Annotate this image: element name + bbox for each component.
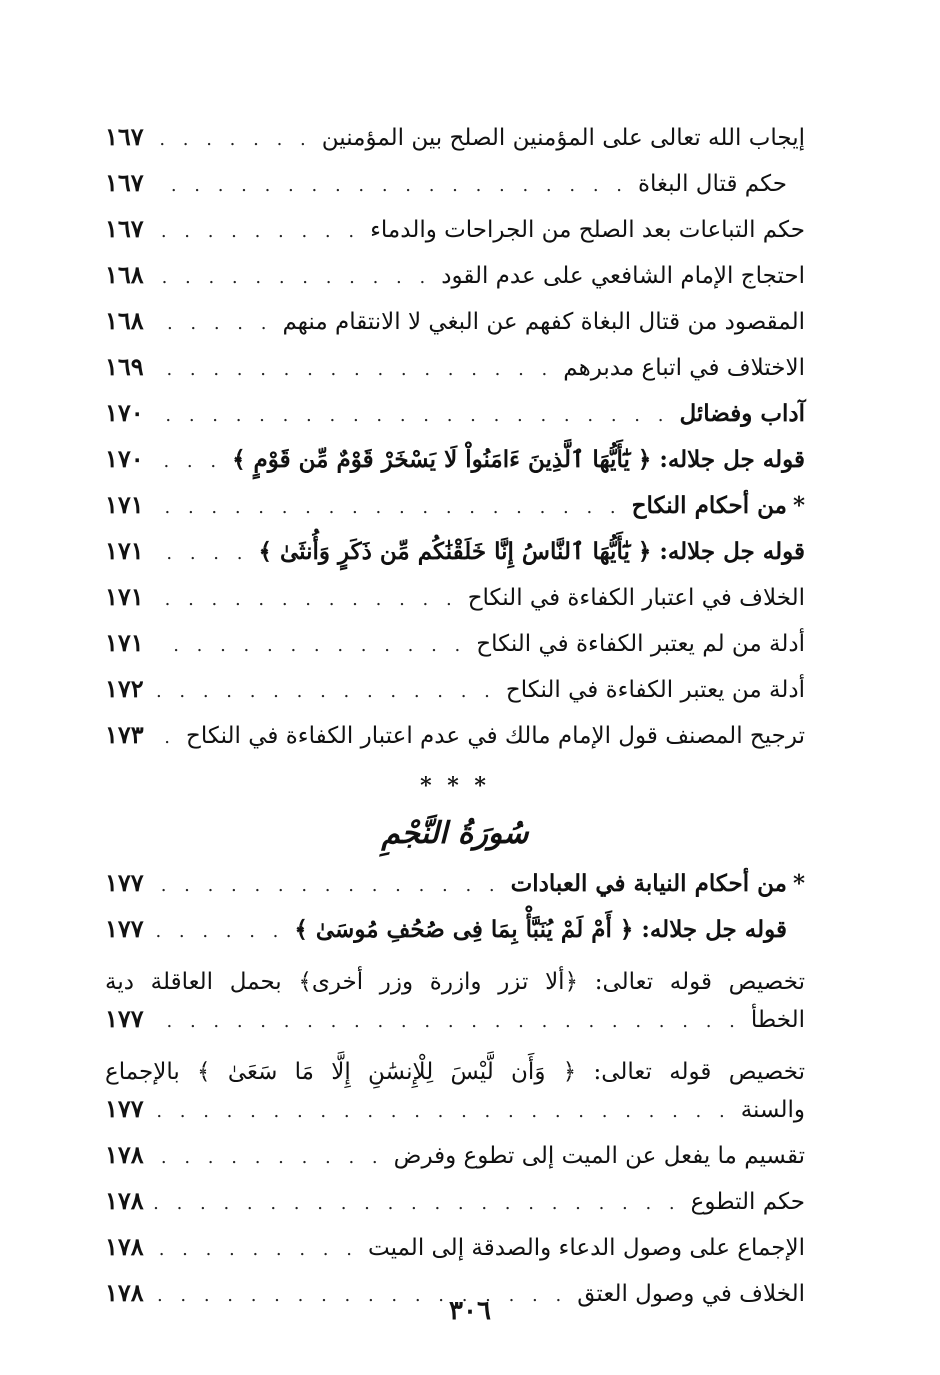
toc-entry-title: الخلاف في وصول العتق [577,1281,805,1307]
toc-entry-title: الإجماع على وصول الدعاء والصدقة إلى الميت [367,1235,805,1261]
toc-entry [105,536,805,582]
toc-entry-title: أدلة من لم يعتبر الكفاءة في النكاح [476,631,805,657]
toc-page-number: ١٧٨ [105,1232,144,1261]
toc-entry-title-line1: تخصيص قوله تعالى: ﴿ وَأَن لَّيْسَ لِلْإِنسَٰنِ إِلَّا مَا سَعَىٰ ﴾ بالإجماع [105,1059,805,1085]
toc-entry [105,398,805,444]
leader-dots [154,129,312,150]
surah-heading: سُورَةُ النَّجْمِ [381,816,529,851]
toc-entry [105,122,805,168]
toc-page-number: ١٧٨ [105,1140,144,1169]
toc-entry [105,582,805,628]
toc-entry-wrapped [105,1050,805,1140]
toc-entry-title: حكم قتال البغاة [638,171,787,197]
toc-entry-title: إيجاب الله تعالى على المؤمنين الصلح بين المؤمنين [321,125,805,151]
toc-entry [105,260,805,306]
toc-entry-title: أدلة من يعتبر الكفاءة في النكاح [505,677,805,703]
toc-entry-title: الاختلاف في اتباع مدبرهم [563,355,805,381]
toc-page-number: ١٦٧ [105,122,144,151]
toc-page-number: ١٧٠ [105,444,144,473]
leader-dots [154,543,249,564]
toc-page-number: ١٧٣ [105,720,144,749]
toc-page-number: ١٦٨ [105,260,144,289]
toc-page-number: ١٧٠ [105,398,144,427]
toc-entry-title: احتجاج الإمام الشافعي على عدم القود [441,263,805,289]
toc-page-number: ١٧١ [105,628,144,657]
toc-entry-title: ترجيح المصنف قول الإمام مالك في عدم اعتبار الكفاءة في النكاح [186,723,805,749]
leader-dots [154,1147,384,1168]
toc-page-number: ١٧٧ [105,1094,144,1123]
toc-page-number: ١٦٧ [105,168,144,197]
star-marker: * [792,492,805,519]
toc-entry-title: قوله جل جلاله: ﴿ يَٰٓأَيُّهَا ٱلَّذِينَ ءَامَنُواْ لَا يَسْخَرْ قَوْمٌ مِّن قَوْمٍ ﴾ [232,446,805,473]
toc-entry-title: آداب وفضائل [679,400,805,427]
toc-page-number: ١٦٨ [105,306,144,335]
toc-page-number: ١٧١ [105,536,144,565]
toc-entry [105,1140,805,1186]
toc-page-number: ١٧١ [105,490,144,519]
toc-entry [105,914,805,960]
leader-dots [154,497,622,518]
leader-dots [154,635,467,656]
leader-dots [154,681,496,702]
toc-entry [105,214,805,260]
leader-dots [154,875,501,896]
toc-entry [105,1232,805,1278]
toc-page-number: ١٧٢ [105,674,144,703]
toc-entry [105,1186,805,1232]
leader-dots [154,1193,681,1214]
toc-list-top [105,122,805,766]
toc-page-number: ١٦٧ [105,214,144,243]
star-marker: * [792,870,805,897]
leader-dots [154,405,670,426]
toc-entry [105,352,805,398]
toc-entry [105,444,805,490]
leader-dots [154,727,176,748]
toc-entry-title: من أحكام النيابة في العبادات [510,870,787,897]
toc-entry-title-line2: الخطأ [750,1007,805,1033]
leader-dots [154,1239,358,1260]
toc-page-number: ١٧١ [105,582,144,611]
toc-entry-title: حكم التباعات بعد الصلح من الجراحات والدماء [370,217,805,243]
toc-entry [105,674,805,720]
table-of-contents [105,122,805,1324]
toc-page-number: ١٧٧ [105,868,144,897]
leader-dots [154,175,628,196]
leader-dots [154,221,360,242]
toc-entry-title: المقصود من قتال البغاة كفهم عن البغي لا الانتقام منهم [282,309,805,335]
toc-entry-title: من أحكام النكاح [631,492,787,519]
toc-entry-title: الخلاف في اعتبار الكفاءة في النكاح [467,585,805,611]
toc-entry-title-line2: والسنة [740,1097,805,1123]
toc-entry-title: قوله جل جلاله: ﴿ أَمْ لَمْ يُنَبَّأْ بِمَا فِى صُحُفِ مُوسَىٰ ﴾ [294,916,787,943]
page-number: ٣٠٦ [449,1296,491,1326]
toc-entry-title: حكم التطوع [690,1189,805,1215]
leader-dots [154,267,432,288]
toc-page-number: ١٦٩ [105,352,144,381]
toc-page-number: ١٧٧ [105,1004,144,1033]
toc-entry [105,306,805,352]
toc-entry [105,720,805,766]
leader-dots [154,589,458,610]
toc-entry [105,490,805,536]
toc-entry [105,168,805,214]
leader-dots [154,921,285,942]
toc-entry-wrapped [105,960,805,1050]
toc-page-number: ١٧٨ [105,1278,144,1307]
toc-page-number: ١٧٨ [105,1186,144,1215]
leader-dots [154,1011,741,1032]
toc-entry-title: قوله جل جلاله: ﴿ يَٰٓأَيُّهَا ٱلنَّاسُ إِنَّا خَلَقْنَٰكُم مِّن ذَكَرٍ وَأُنثَىٰ ﴾ [258,538,805,565]
toc-page-number: ١٧٧ [105,914,144,943]
section-separator: * * * [420,773,490,799]
leader-dots [154,313,273,334]
toc-entry-title: تقسيم ما يفعل عن الميت إلى تطوع وفرض [393,1143,805,1169]
leader-dots [154,1101,731,1122]
toc-entry [105,628,805,674]
toc-list-bottom-a [105,868,805,960]
leader-dots [154,359,554,380]
toc-entry-title-line1: تخصيص قوله تعالى: ﴿ألا تزر وازرة وزر أخرى﴾ بحمل العاقلة دية [105,969,805,995]
leader-dots [154,451,222,472]
toc-entry [105,868,805,914]
